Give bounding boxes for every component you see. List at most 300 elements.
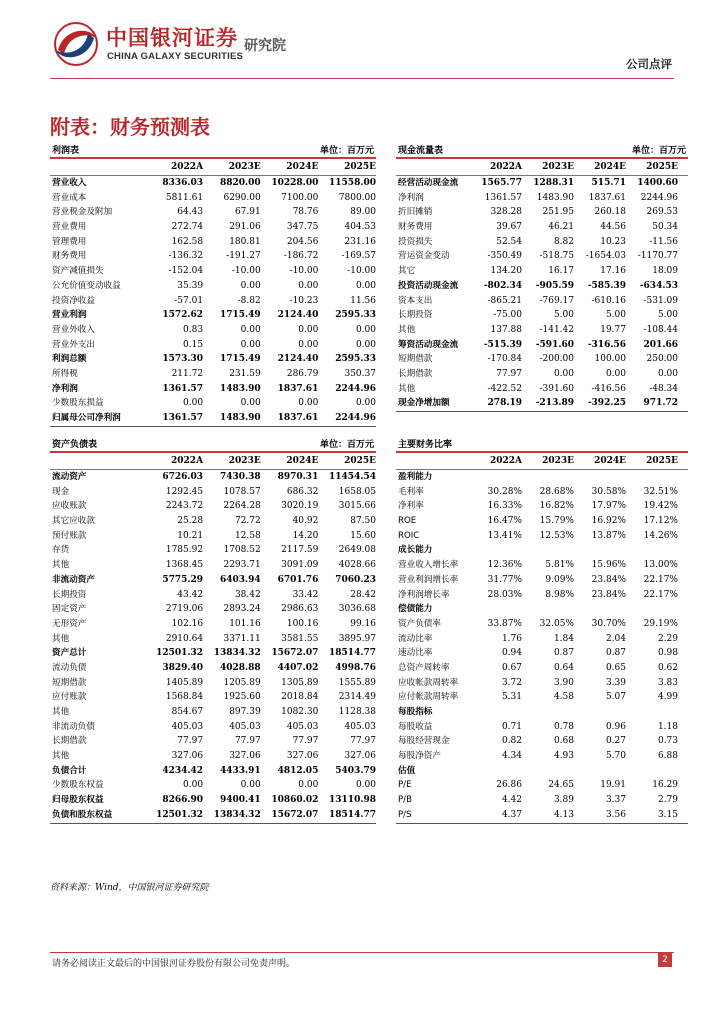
row-value: -141.42 xyxy=(539,324,574,335)
table-row xyxy=(50,720,376,735)
row-value: 78.76 xyxy=(292,207,319,218)
row-value: -11.56 xyxy=(649,236,678,247)
year-header: 2024E xyxy=(594,162,626,172)
row-value: 405.03 xyxy=(344,721,376,732)
row-value: -865.21 xyxy=(487,295,522,306)
row-value: 0.00 xyxy=(355,339,376,350)
row-value: 40.92 xyxy=(292,516,319,527)
row-value: 1573.30 xyxy=(162,354,204,365)
table-row xyxy=(396,176,688,191)
row-value: 0.00 xyxy=(657,368,678,379)
row-value: 52.54 xyxy=(496,236,522,247)
row-value: 13110.98 xyxy=(329,795,376,806)
row-value: -48.34 xyxy=(649,383,678,394)
row-value: 77.97 xyxy=(234,736,261,747)
row-value: 8820.00 xyxy=(219,178,261,188)
row-value: 3.72 xyxy=(501,677,522,688)
row-value: 2595.33 xyxy=(335,354,376,365)
row-value: 0.00 xyxy=(355,398,376,409)
row-value: 5.00 xyxy=(553,310,574,321)
year-header: 2023E xyxy=(542,456,574,466)
row-label: 投资活动现金流 xyxy=(398,280,459,291)
table-row xyxy=(50,279,376,294)
row-value: 3829.40 xyxy=(162,662,204,673)
row-value: 2649.08 xyxy=(338,545,376,556)
row-value: 1361.57 xyxy=(484,192,522,203)
row-value xyxy=(626,470,678,485)
row-value: 180.81 xyxy=(229,236,261,247)
row-value: 13.00% xyxy=(643,560,678,571)
row-value: 64.43 xyxy=(177,207,204,218)
row-label: 每股收益 xyxy=(398,721,433,732)
table-unit: 单位：百万元 xyxy=(319,146,374,156)
table-row xyxy=(50,676,376,691)
row-value: 8.82 xyxy=(553,236,574,247)
table-row xyxy=(396,690,688,705)
row-value: -391.60 xyxy=(539,383,574,394)
row-value xyxy=(522,602,574,617)
row-value: -316.56 xyxy=(587,339,626,350)
row-value: 77.97 xyxy=(292,736,319,747)
row-value: 13.87% xyxy=(591,530,626,541)
row-value: 11454.54 xyxy=(329,472,376,482)
year-header: 2022A xyxy=(171,456,204,466)
row-value: 100.16 xyxy=(286,618,319,629)
row-value: -416.56 xyxy=(591,383,626,394)
cashflow-statement-table xyxy=(396,143,688,412)
row-label: ROIC xyxy=(398,530,420,541)
row-value: 2314.49 xyxy=(338,692,376,703)
row-value: 5811.61 xyxy=(165,192,204,203)
data-source-note: 资料来源：Wind，中国银河证券研究院 xyxy=(50,883,209,893)
row-value: 2910.64 xyxy=(165,633,204,644)
table-row xyxy=(396,705,688,720)
table-row xyxy=(396,352,688,367)
row-value: 1205.89 xyxy=(223,677,261,688)
row-label: 每股经营现金 xyxy=(398,736,450,747)
row-value: 2244.96 xyxy=(335,383,376,394)
year-header: 2022A xyxy=(489,456,522,466)
row-value: -350.49 xyxy=(487,251,522,262)
row-label: 长期借款 xyxy=(52,736,87,747)
table-row xyxy=(396,308,688,323)
table-row xyxy=(396,264,688,279)
row-value: 0.00 xyxy=(298,398,319,409)
row-value: 4028.66 xyxy=(338,560,376,571)
row-label: 现金净增加额 xyxy=(398,398,450,409)
row-value: 2124.40 xyxy=(277,354,319,365)
row-value: 1837.61 xyxy=(277,413,319,423)
row-value: -10.00 xyxy=(289,266,319,277)
row-value: 3.56 xyxy=(605,809,626,820)
table-row xyxy=(50,411,376,426)
year-header: 2025E xyxy=(646,162,678,172)
table-row xyxy=(396,338,688,353)
row-value xyxy=(626,602,678,617)
row-value xyxy=(522,470,574,485)
row-value: 77.97 xyxy=(350,736,376,747)
row-value: 77.97 xyxy=(177,736,204,747)
row-value: 1305.89 xyxy=(281,677,319,688)
table-row xyxy=(396,279,688,294)
row-value: 23.84% xyxy=(591,589,626,600)
year-header: 2023E xyxy=(228,456,261,466)
row-label: 长期借款 xyxy=(398,368,433,379)
row-label: 其它应收款 xyxy=(52,516,95,527)
table-row xyxy=(50,778,376,793)
row-label: 少数股东损益 xyxy=(52,398,104,409)
row-label: 营业收入增长率 xyxy=(398,560,459,571)
row-value: 328.28 xyxy=(490,207,522,218)
row-value: 251.95 xyxy=(542,207,574,218)
row-value: 0.83 xyxy=(183,324,204,335)
row-value: 30.70% xyxy=(591,618,626,629)
table-row xyxy=(50,734,376,749)
table-row xyxy=(396,602,688,617)
row-label: 短期借款 xyxy=(52,677,87,688)
table-row xyxy=(50,352,376,367)
table-title: 资产负债表 xyxy=(52,440,98,450)
row-label: 财务费用 xyxy=(398,222,433,233)
table-row xyxy=(50,793,376,808)
row-value: 67.91 xyxy=(234,207,261,218)
year-header-row xyxy=(50,453,376,470)
year-header: 2025E xyxy=(344,162,376,172)
row-value xyxy=(522,705,574,720)
row-value: 0.73 xyxy=(657,736,678,747)
row-value: 2293.71 xyxy=(223,560,261,571)
row-value xyxy=(470,705,522,720)
row-value: 1078.57 xyxy=(223,486,261,497)
row-value xyxy=(574,764,626,779)
row-value: 1837.61 xyxy=(588,192,626,203)
table-unit: 单位：百万元 xyxy=(631,146,686,156)
row-value: 1925.60 xyxy=(223,692,261,703)
row-label: 财务费用 xyxy=(52,251,87,262)
table-row xyxy=(396,558,688,573)
row-value: 10228.00 xyxy=(271,178,319,188)
row-label: 管理费用 xyxy=(52,236,87,247)
row-value xyxy=(470,602,522,617)
row-value: 4.42 xyxy=(501,795,522,806)
table-row xyxy=(396,191,688,206)
row-value: 5775.29 xyxy=(162,574,204,585)
table-row xyxy=(396,793,688,808)
table-row xyxy=(396,499,688,514)
row-value: 44.56 xyxy=(600,222,626,233)
row-value: 33.87% xyxy=(487,618,522,629)
row-label: 速动比率 xyxy=(398,648,433,659)
row-label: 净利润 xyxy=(52,383,78,394)
row-value: 1361.57 xyxy=(162,383,204,394)
row-value: 0.67 xyxy=(501,662,522,673)
row-value xyxy=(522,543,574,558)
row-value: 77.97 xyxy=(496,368,522,379)
document-type: 公司点评 xyxy=(626,57,672,71)
row-value: 260.18 xyxy=(594,207,626,218)
row-value: 1555.89 xyxy=(338,677,376,688)
row-value: 1.84 xyxy=(553,633,574,644)
row-label: 营业外收入 xyxy=(52,324,95,335)
row-label: 流动比率 xyxy=(398,633,433,644)
row-value xyxy=(574,470,626,485)
row-value: 350.37 xyxy=(344,368,376,379)
table-row xyxy=(50,176,376,191)
row-value: 0.96 xyxy=(605,721,626,732)
row-label: 预付账款 xyxy=(52,530,87,541)
row-value: 2243.72 xyxy=(165,501,204,512)
row-label: 估值 xyxy=(398,765,416,776)
row-value: 0.00 xyxy=(183,398,204,409)
row-value: 971.72 xyxy=(643,398,678,409)
table-row xyxy=(50,661,376,676)
row-value xyxy=(470,470,522,485)
row-value: 404.53 xyxy=(344,222,376,233)
row-value: 0.00 xyxy=(240,280,261,291)
row-label: 公允价值变动收益 xyxy=(52,280,121,291)
table-row xyxy=(50,382,376,397)
row-value: 1368.45 xyxy=(165,560,204,571)
row-label: 长期投资 xyxy=(52,589,87,600)
row-value: 10.23 xyxy=(600,236,626,247)
table-row xyxy=(396,235,688,250)
row-value: -585.39 xyxy=(587,280,626,291)
table-row xyxy=(50,617,376,632)
row-label: 净利率 xyxy=(398,501,424,512)
row-value: 16.47% xyxy=(487,516,522,527)
table-row xyxy=(50,249,376,264)
row-value: -769.17 xyxy=(539,295,574,306)
row-value: 6.88 xyxy=(657,751,678,762)
table-bottom-rule xyxy=(396,411,688,412)
row-label: 无形资产 xyxy=(52,618,87,629)
row-label: 所得税 xyxy=(52,368,78,379)
row-label: 少数股东权益 xyxy=(52,780,104,791)
row-value: 269.53 xyxy=(646,207,678,218)
row-label: 归母股东权益 xyxy=(52,795,104,806)
row-value: 134.20 xyxy=(490,266,522,277)
row-value: 1572.62 xyxy=(162,310,204,321)
row-value: 286.79 xyxy=(286,368,319,379)
row-value: 231.59 xyxy=(229,368,261,379)
row-value: 72.72 xyxy=(234,516,261,527)
table-row xyxy=(396,529,688,544)
row-value: 15.60 xyxy=(350,530,376,541)
row-value: 16.92% xyxy=(591,516,626,527)
row-label: 其他 xyxy=(52,707,70,717)
row-label: 短期借款 xyxy=(398,354,433,365)
row-value: 3.90 xyxy=(553,677,574,688)
row-value xyxy=(574,602,626,617)
row-label: 固定资产 xyxy=(52,604,87,615)
row-label: 投资净收益 xyxy=(52,295,95,306)
row-value: -392.25 xyxy=(587,398,626,409)
row-label: 每股净资产 xyxy=(398,751,441,762)
row-value: 23.84% xyxy=(591,574,626,585)
row-value: 18.09 xyxy=(652,266,678,277)
row-value: 1483.90 xyxy=(536,192,574,203)
row-value: 5.07 xyxy=(605,692,626,703)
row-value: 0.00 xyxy=(298,324,319,335)
row-label: 其它 xyxy=(398,266,416,277)
row-value: 87.50 xyxy=(350,516,376,527)
row-label: 长期投资 xyxy=(398,310,433,321)
table-row xyxy=(396,294,688,309)
row-value: 26.86 xyxy=(496,780,522,791)
table-row xyxy=(50,499,376,514)
row-value: 8970.31 xyxy=(277,472,319,482)
row-value: 0.64 xyxy=(553,662,574,673)
row-value: 4.37 xyxy=(501,809,522,820)
row-value: 8336.03 xyxy=(162,178,204,188)
row-value: 0.00 xyxy=(240,398,261,409)
financial-ratios-table xyxy=(396,437,688,824)
row-value: 2.29 xyxy=(657,633,678,644)
row-value: 5.81% xyxy=(545,560,574,571)
row-value: -57.01 xyxy=(174,295,204,306)
row-value: -531.09 xyxy=(643,295,678,306)
row-value: 16.17 xyxy=(548,266,574,277)
row-value: 39.67 xyxy=(496,222,522,233)
row-label: 净利润 xyxy=(398,192,424,203)
row-value: 0.98 xyxy=(657,648,678,659)
row-value: -75.00 xyxy=(493,310,522,321)
row-value: 2.79 xyxy=(657,795,678,806)
row-value: 16.33% xyxy=(487,501,522,512)
row-value: -10.00 xyxy=(347,266,376,277)
row-value: 201.66 xyxy=(643,339,678,350)
row-value: 0.65 xyxy=(605,662,626,673)
row-value: 2264.28 xyxy=(223,501,261,512)
row-value: -422.52 xyxy=(487,383,522,394)
row-label: 每股指标 xyxy=(398,707,433,717)
row-value: -905.59 xyxy=(535,280,574,291)
row-value xyxy=(626,764,678,779)
row-value: -108.44 xyxy=(643,324,678,335)
row-value xyxy=(470,764,522,779)
row-value: 6290.00 xyxy=(223,192,261,203)
row-label: P/E xyxy=(398,780,412,791)
table-bottom-rule xyxy=(50,823,376,824)
row-value: -515.39 xyxy=(483,339,522,350)
disclaimer-text: 请务必阅读正文最后的中国银河证券股份有限公司免责声明。 xyxy=(52,959,296,969)
year-header-spacer xyxy=(396,453,470,469)
row-value: 3091.09 xyxy=(281,560,319,571)
row-value: 18514.77 xyxy=(329,648,376,659)
row-label: 其他 xyxy=(52,633,70,644)
row-value: 3371.11 xyxy=(223,633,261,644)
row-value: -634.53 xyxy=(639,280,678,291)
table-title: 主要财务比率 xyxy=(398,440,453,450)
table-row xyxy=(396,778,688,793)
table-header xyxy=(396,143,688,159)
row-value: 0.82 xyxy=(501,736,522,747)
row-label: 归属母公司净利润 xyxy=(52,413,121,423)
table-row xyxy=(396,808,688,823)
year-header-row xyxy=(396,159,688,176)
row-value: 405.03 xyxy=(229,721,261,732)
row-value: 4998.76 xyxy=(335,662,376,673)
row-value: 2595.33 xyxy=(335,310,376,321)
row-label: 现金 xyxy=(52,486,70,497)
row-value: 515.71 xyxy=(591,178,626,188)
row-value: 5.00 xyxy=(605,310,626,321)
row-label: 偿债能力 xyxy=(398,604,433,615)
row-value: 250.00 xyxy=(646,354,678,365)
row-label: 应收帐款周转率 xyxy=(398,677,459,688)
table-row xyxy=(50,543,376,558)
row-value: 0.87 xyxy=(605,648,626,659)
row-value: 10.21 xyxy=(177,530,204,541)
row-label: 净利润增长率 xyxy=(398,589,450,600)
brand-name-cn: 中国银河证券 xyxy=(106,26,238,50)
year-header: 2023E xyxy=(542,162,574,172)
row-value: 1288.31 xyxy=(533,178,574,188)
row-value: 2719.06 xyxy=(165,604,204,615)
row-value: 4.58 xyxy=(553,692,574,703)
row-value xyxy=(470,543,522,558)
row-value: 89.00 xyxy=(350,207,376,218)
row-value: 15.79% xyxy=(539,516,574,527)
row-value: 0.00 xyxy=(355,324,376,335)
row-label: 投资损失 xyxy=(398,236,433,247)
row-value: -610.16 xyxy=(591,295,626,306)
row-value: -1170.77 xyxy=(637,251,678,262)
row-value: 0.87 xyxy=(553,648,574,659)
row-label: 成长能力 xyxy=(398,545,433,556)
page-number: 2 xyxy=(658,953,672,967)
row-value: 13.41% xyxy=(487,530,522,541)
row-label: 利润总额 xyxy=(52,354,87,365)
row-value: 6403.94 xyxy=(219,574,261,585)
row-value: 1708.52 xyxy=(223,545,261,556)
table-title: 现金流量表 xyxy=(398,146,444,156)
row-value: 4028.88 xyxy=(219,662,261,673)
row-value: 0.27 xyxy=(605,736,626,747)
row-label: 存货 xyxy=(52,545,70,556)
row-value: 32.51% xyxy=(643,486,678,497)
row-value: 4.93 xyxy=(553,751,574,762)
row-value: 12.53% xyxy=(539,530,574,541)
row-value: 100.00 xyxy=(594,354,626,365)
row-value: 15.96% xyxy=(591,560,626,571)
row-value: 30.58% xyxy=(591,486,626,497)
table-header xyxy=(50,437,376,453)
row-value: 0.00 xyxy=(298,780,319,791)
row-value: 13834.32 xyxy=(213,809,261,820)
row-value: 12.36% xyxy=(487,560,522,571)
row-value: 7800.00 xyxy=(338,192,376,203)
row-value: 28.42 xyxy=(350,589,376,600)
row-value: 0.00 xyxy=(240,339,261,350)
row-value: 15672.07 xyxy=(271,648,319,659)
row-value: 1658.05 xyxy=(338,486,376,497)
table-row xyxy=(396,323,688,338)
row-value: 99.16 xyxy=(350,618,376,629)
table-bottom-rule xyxy=(50,426,376,427)
table-row xyxy=(50,646,376,661)
table-title: 利润表 xyxy=(52,146,80,156)
row-value: 30.28% xyxy=(487,486,522,497)
row-value: -802.34 xyxy=(483,280,522,291)
row-label: 毛利率 xyxy=(398,486,424,497)
row-value: 897.39 xyxy=(229,707,261,717)
row-value: 101.16 xyxy=(229,618,261,629)
year-header-spacer xyxy=(50,453,145,469)
table-row xyxy=(396,205,688,220)
row-value: 10860.02 xyxy=(271,795,319,806)
row-value: 18514.77 xyxy=(329,809,376,820)
